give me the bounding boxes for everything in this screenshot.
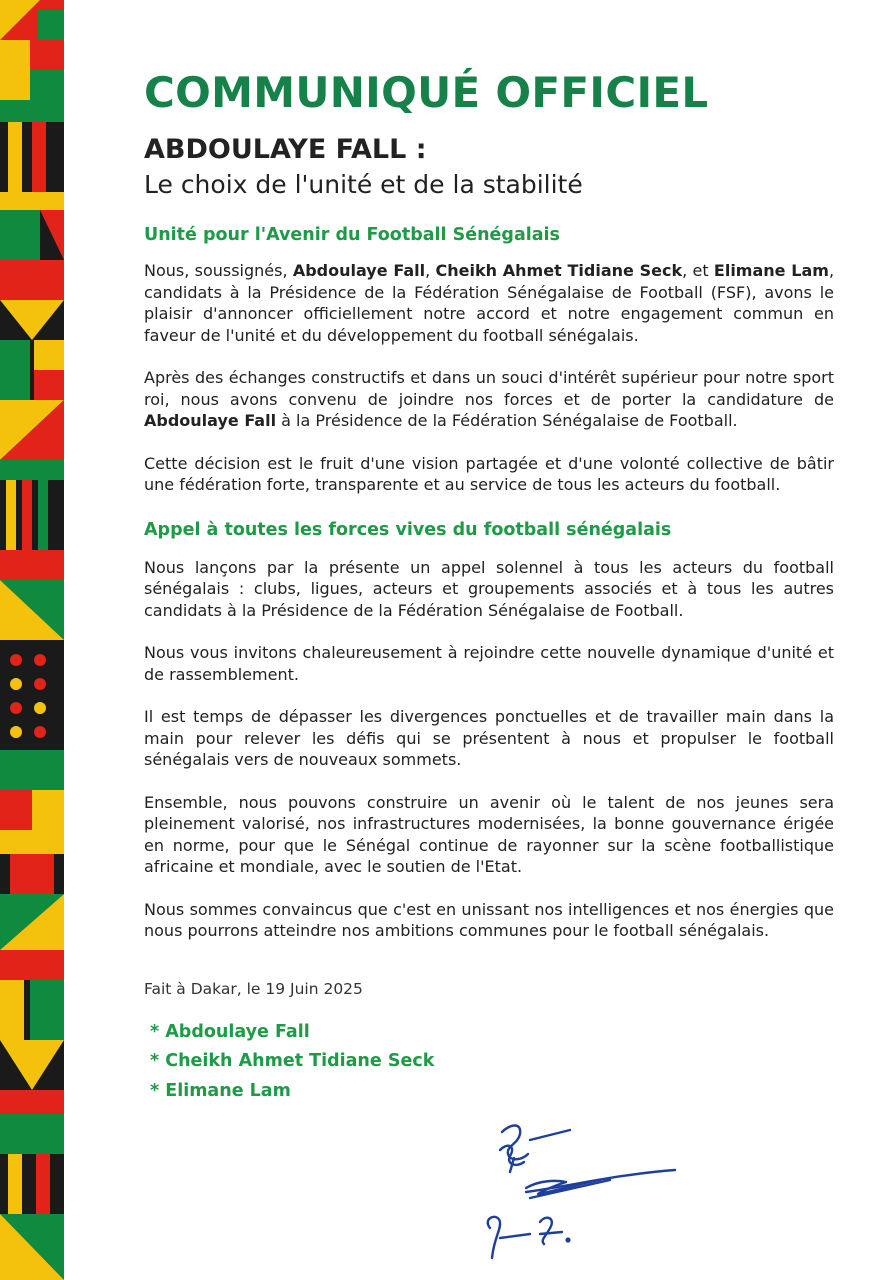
- signatory-cheikh-ahmet-tidiane-seck: * Cheikh Ahmet Tidiane Seck: [150, 1051, 435, 1071]
- candidate-name-heading: ABDOULAYE FALL :: [144, 134, 427, 165]
- communique-content: [144, 62, 834, 1106]
- paragraph-unity-announcement: Nous, soussignés, Abdoulaye Fall, Cheikh Ahmet Tidiane Seck, et Elimane Lam, candidats à la Présidence de la Fédération Sénégalaise de Football (FSF), avons le plaisir d'annoncer officiellement notre accord et notre engagement commun en faveur de l'unité et du développement du football sénégalais.: [144, 261, 835, 345]
- paragraph-future: Ensemble, nous pouvons construire un avenir où le talent de nos jeunes sera pleinement valorisé, nos infrastructures modernisées, la bonne gouvernance érigée en norme, pour que le Sénégal continue de rayonner sur la scène footballistique africaine et mondiale, avec le soutien de l'Etat.: [144, 792, 834, 876]
- handwritten-signatures: [470, 1110, 690, 1270]
- geometric-pattern: [0, 0, 64, 1280]
- signature-marks: [470, 1110, 690, 1270]
- paragraph-candidacy: Après des échanges constructifs et dans un souci d'intérêt supérieur pour notre sport roi, nous avons convenu de joindre nos forces et de porter la candidature de Abdoulaye Fall à la Présidence de la Fédération Sénégalaise de Football.: [144, 368, 834, 430]
- signatory-elimane-lam: * Elimane Lam: [150, 1080, 291, 1101]
- paragraph-divergences: Il est temps de dépasser les divergences ponctuelles et de travailler main dans la main pour relever les défis qui se présentent à nous et propulser le football sénégalais vers de nouveaux sommets.: [144, 707, 834, 769]
- paragraph-decision: Cette décision est le fruit d'une vision partagée et d'une volonté collective de bâtir une fédération forte, transparente et au service de tous les acteurs du football.: [144, 453, 834, 494]
- decorative-pattern-band: [0, 0, 64, 1280]
- paragraph-appeal: Nous lançons par la présente un appel solennel à tous les acteurs du football sénégalais : clubs, ligues, acteurs et groupements associés et à tous les autres candidats à la Présidence de la Fédération Sénégalaise de Football.: [144, 557, 834, 620]
- communique-title: COMMUNIQUÉ OFFICIEL: [144, 68, 709, 117]
- section-heading-appeal: Appel à toutes les forces vives du football sénégalais: [144, 519, 672, 540]
- signatory-abdoulaye-fall: * Abdoulaye Fall: [150, 1021, 310, 1042]
- paragraph-conviction: Nous sommes convaincus que c'est en unissant nos intelligences et nos énergies que nous pourrons atteindre nos ambitions communes pour le football sénégalais.: [144, 899, 834, 940]
- paragraph-invitation: Nous vous invitons chaleureusement à rejoindre cette nouvelle dynamique d'unité et de rassemblement.: [144, 643, 834, 684]
- place-date: Fait à Dakar, le 19 Juin 2025: [144, 979, 363, 998]
- heading-subtitle: Le choix de l'unité et de la stabilité: [144, 170, 583, 199]
- section-heading-unity: Unité pour l'Avenir du Football Sénégalais: [144, 225, 560, 245]
- signatories-list: [144, 1018, 834, 1107]
